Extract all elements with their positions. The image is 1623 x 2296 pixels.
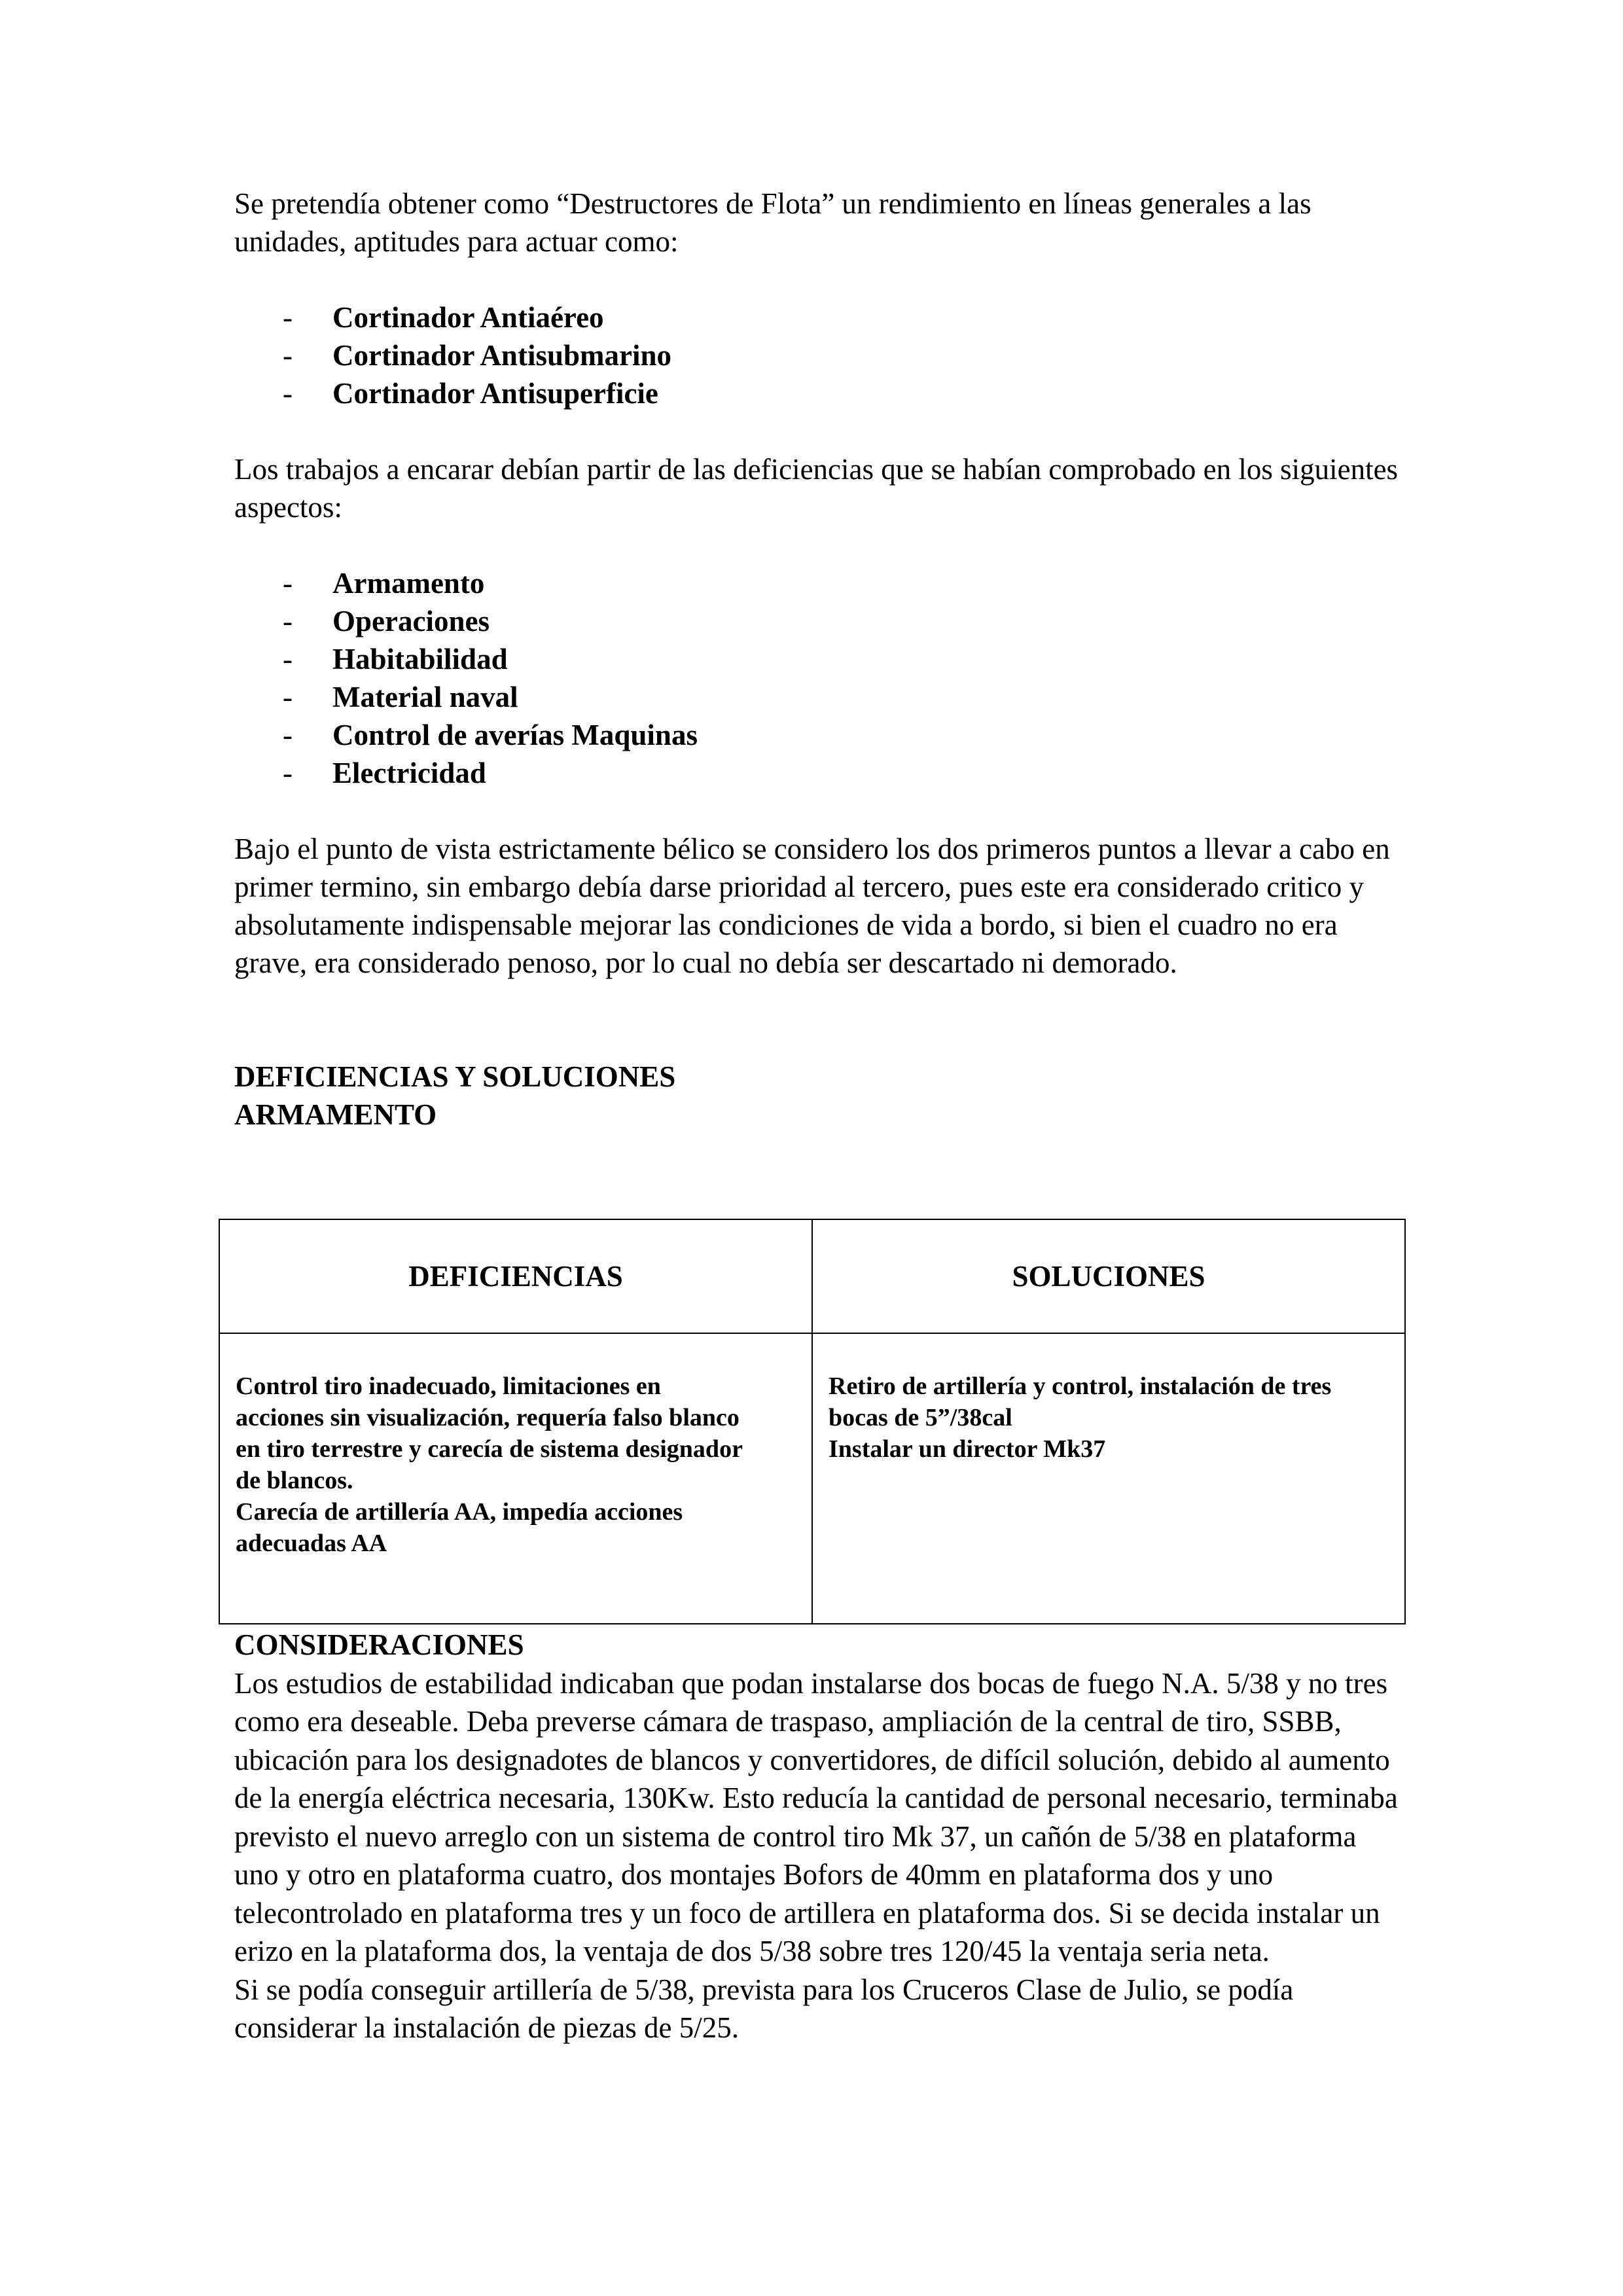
list-item: - Armamento: [283, 567, 485, 600]
cell-soluciones: [812, 1333, 1405, 1624]
list-item: - Cortinador Antisuperficie: [283, 377, 658, 410]
table-row: [219, 1333, 1405, 1624]
header-deficiencias: DEFICIENCIAS: [219, 1219, 812, 1333]
list-item: - Control de averías Maquinas: [283, 719, 698, 751]
cell-line: Instalar un director Mk37: [829, 1435, 1106, 1463]
cell-line: adecuadas AA: [236, 1530, 387, 1557]
list-item: - Operaciones: [283, 605, 490, 637]
cell-line: Retiro de artillería y control, instalación de tres: [829, 1372, 1332, 1400]
consideraciones-paragraph: Los estudios de estabilidad indicaban que podan instalarse dos bocas de fuego N.A. 5/38 y no tres como era deseable. Deba preverse cámara de traspaso, ampliación de la central de tiro, SSBB, ubicación para los designadotes de blancos y convertidores, de difícil solución, debido al aumento de la energía eléctrica necesaria, 130Kw. Esto reducía la cantidad de personal necesario, terminaba previsto el nuevo arreglo con un sistema de control tiro Mk 37, un cañón de 5/38 en plataforma uno y otro en plataforma cuatro, dos montajes Bofors de 40mm en plataforma dos y uno telecontrolado en plataforma tres y un foco de artillera en plataforma dos. Si se decida instalar un erizo en la plataforma dos, la ventaja de dos 5/38 sobre tres 120/45 la ventaja seria neta.: [234, 1666, 1398, 1967]
section-subtitle: ARMAMENTO: [234, 1098, 437, 1131]
consideraciones-paragraph: Si se podía conseguir artillería de 5/38, prevista para los Cruceros Clase de Julio, se podía considerar la instalación de piezas de 5/25.: [234, 1973, 1294, 2044]
list-item: - Habitabilidad: [283, 643, 508, 675]
intro-paragraph: Se pretendía obtener como “Destructores de Flota” un rendimiento en líneas generales a las unidades, aptitudes para actuar como:: [234, 187, 1311, 258]
cell-line: en tiro terrestre y carecía de sistema designador: [236, 1435, 743, 1463]
table-header-row: [219, 1219, 1405, 1333]
list-item: - Electricidad: [283, 757, 486, 789]
header-soluciones: SOLUCIONES: [812, 1219, 1405, 1333]
cell-line: Control tiro inadecuado, limitaciones en: [236, 1372, 661, 1400]
consideraciones-title: CONSIDERACIONES: [234, 1628, 524, 1661]
list-item: - Cortinador Antiaéreo: [283, 301, 604, 334]
cell-deficiencias: [219, 1333, 812, 1624]
roles-list: [234, 298, 1399, 412]
cell-line: de blancos.: [236, 1467, 353, 1494]
cell-line: acciones sin visualización, requería falso blanco: [236, 1404, 740, 1431]
cell-line: Carecía de artillería AA, impedía acciones: [236, 1498, 683, 1526]
list-item: - Cortinador Antisubmarino: [283, 339, 672, 372]
list-item: - Material naval: [283, 681, 518, 713]
section-title: DEFICIENCIAS Y SOLUCIONES: [234, 1060, 676, 1093]
belico-paragraph: Bajo el punto de vista estrictamente bélico se considero los dos primeros puntos a llevar a cabo en primer termino, sin embargo debía darse prioridad al tercero, pues este era considerado critico y absolutamente indispensable mejorar las condiciones de vida a bordo, si bien el cuadro no era grave, era considerado penoso, por lo cual no debía ser descartado ni demorado.: [234, 833, 1390, 979]
deficiencias-table: [219, 1219, 1406, 1624]
document-body: [234, 185, 1399, 1134]
cell-line: bocas de 5”/38cal: [829, 1404, 1012, 1431]
consideraciones-section: [234, 1626, 1399, 2047]
trabajos-paragraph: Los trabajos a encarar debían partir de las deficiencias que se habían comprobado en los siguientes aspectos:: [234, 453, 1399, 524]
aspects-list: [234, 564, 1399, 792]
